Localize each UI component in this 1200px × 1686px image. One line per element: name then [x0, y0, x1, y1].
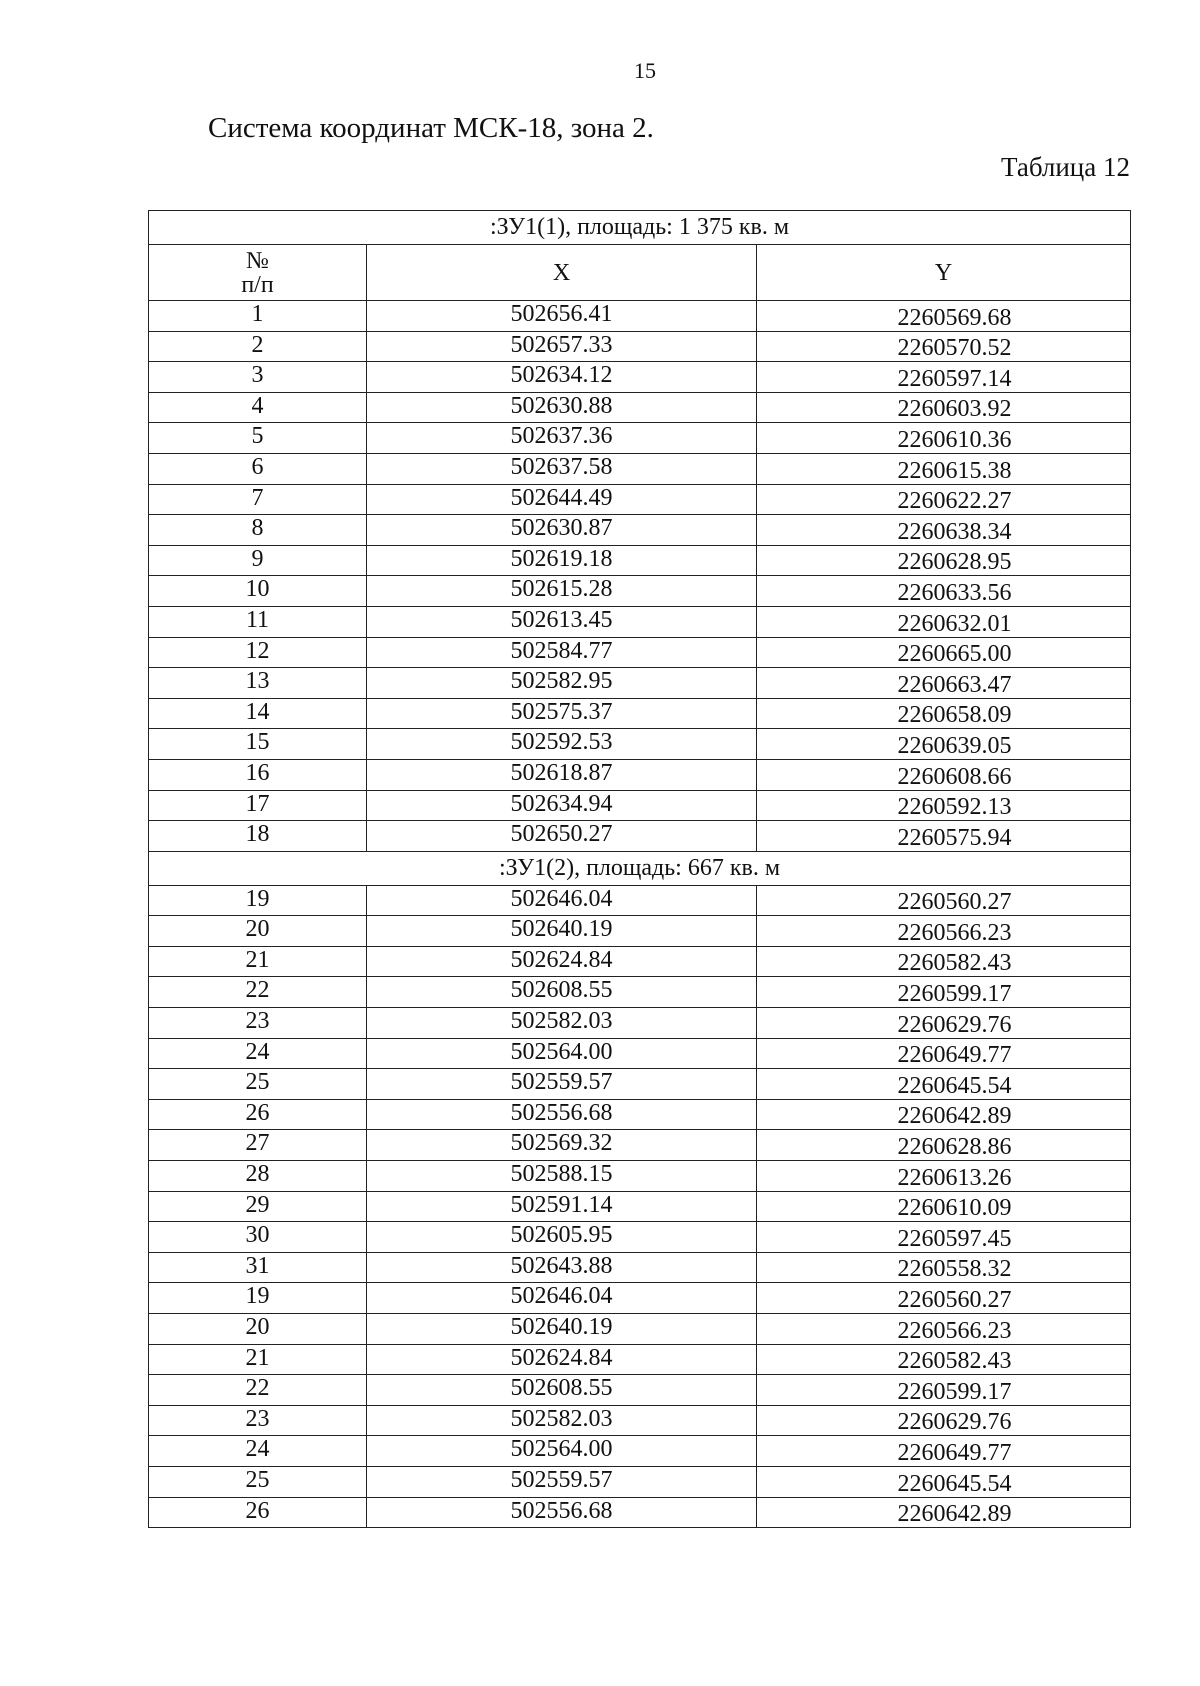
- x-coordinate-cell: 502640.19: [367, 1314, 757, 1345]
- column-header-x: X: [367, 245, 757, 301]
- y-coordinate-cell: 2260629.76: [757, 1405, 1131, 1436]
- point-number-cell: 28: [149, 1161, 367, 1192]
- table-row: [149, 331, 1131, 362]
- x-coordinate-cell: 502559.57: [367, 1466, 757, 1497]
- point-number-cell: 12: [149, 637, 367, 668]
- table-row: [149, 1466, 1131, 1497]
- table-row: [149, 453, 1131, 484]
- x-coordinate-cell: 502591.14: [367, 1191, 757, 1222]
- y-coordinate-cell: 2260642.89: [757, 1497, 1131, 1528]
- column-header-row: [149, 245, 1131, 301]
- x-coordinate-cell: 502624.84: [367, 946, 757, 977]
- x-coordinate-cell: 502556.68: [367, 1099, 757, 1130]
- point-number-cell: 23: [149, 1405, 367, 1436]
- y-coordinate-cell: 2260582.43: [757, 1344, 1131, 1375]
- table-row: [149, 301, 1131, 332]
- table-row: [149, 668, 1131, 699]
- x-coordinate-cell: 502637.58: [367, 453, 757, 484]
- point-number-cell: 5: [149, 423, 367, 454]
- y-coordinate-cell: 2260629.76: [757, 1008, 1131, 1039]
- x-coordinate-cell: 502582.03: [367, 1405, 757, 1436]
- section-header-row: [149, 851, 1131, 885]
- point-number-cell: 2: [149, 331, 367, 362]
- table-row: [149, 515, 1131, 546]
- point-number-cell: 22: [149, 1375, 367, 1406]
- table-row: [149, 1436, 1131, 1467]
- table-row: [149, 790, 1131, 821]
- point-number-cell: 16: [149, 759, 367, 790]
- table-row: [149, 1497, 1131, 1528]
- table-row: [149, 1375, 1131, 1406]
- table-row: [149, 1130, 1131, 1161]
- table-row: [149, 576, 1131, 607]
- table-row: [149, 423, 1131, 454]
- point-number-cell: 20: [149, 916, 367, 947]
- table-row: [149, 1161, 1131, 1192]
- point-number-cell: 31: [149, 1252, 367, 1283]
- point-number-cell: 10: [149, 576, 367, 607]
- x-coordinate-cell: 502608.55: [367, 977, 757, 1008]
- y-coordinate-cell: 2260649.77: [757, 1436, 1131, 1467]
- y-coordinate-cell: 2260610.36: [757, 423, 1131, 454]
- y-coordinate-cell: 2260658.09: [757, 698, 1131, 729]
- point-number-cell: 21: [149, 1344, 367, 1375]
- table-row: [149, 1314, 1131, 1345]
- x-coordinate-cell: 502615.28: [367, 576, 757, 607]
- y-coordinate-cell: 2260597.14: [757, 362, 1131, 393]
- x-coordinate-cell: 502575.37: [367, 698, 757, 729]
- point-number-cell: 19: [149, 885, 367, 916]
- point-number-cell: 29: [149, 1191, 367, 1222]
- y-coordinate-cell: 2260645.54: [757, 1466, 1131, 1497]
- x-coordinate-cell: 502657.33: [367, 331, 757, 362]
- y-coordinate-cell: 2260663.47: [757, 668, 1131, 699]
- point-number-cell: 27: [149, 1130, 367, 1161]
- y-coordinate-cell: 2260566.23: [757, 1314, 1131, 1345]
- section-header-row: [149, 211, 1131, 245]
- table-row: [149, 698, 1131, 729]
- y-coordinate-cell: 2260560.27: [757, 885, 1131, 916]
- point-number-cell: 14: [149, 698, 367, 729]
- x-coordinate-cell: 502613.45: [367, 606, 757, 637]
- coordinates-table-body: [149, 211, 1131, 1528]
- point-number-cell: 25: [149, 1466, 367, 1497]
- y-coordinate-cell: 2260560.27: [757, 1283, 1131, 1314]
- x-coordinate-cell: 502646.04: [367, 1283, 757, 1314]
- document-title: Система координат МСК-18, зона 2.: [208, 112, 654, 144]
- x-coordinate-cell: 502630.88: [367, 392, 757, 423]
- point-number-cell: 19: [149, 1283, 367, 1314]
- column-header-number: № п/п: [149, 245, 367, 301]
- table-row: [149, 1069, 1131, 1100]
- x-coordinate-cell: 502644.49: [367, 484, 757, 515]
- point-number-cell: 24: [149, 1436, 367, 1467]
- x-coordinate-cell: 502564.00: [367, 1436, 757, 1467]
- point-number-cell: 17: [149, 790, 367, 821]
- x-coordinate-cell: 502618.87: [367, 759, 757, 790]
- table-row: [149, 1038, 1131, 1069]
- coordinates-table: [148, 210, 1131, 1528]
- x-coordinate-cell: 502630.87: [367, 515, 757, 546]
- y-coordinate-cell: 2260592.13: [757, 790, 1131, 821]
- table-row: [149, 729, 1131, 760]
- y-coordinate-cell: 2260608.66: [757, 759, 1131, 790]
- table-caption: Таблица 12: [1001, 152, 1130, 182]
- table-row: [149, 1222, 1131, 1253]
- table-row: [149, 1252, 1131, 1283]
- x-coordinate-cell: 502582.03: [367, 1008, 757, 1039]
- table-row: [149, 484, 1131, 515]
- x-coordinate-cell: 502582.95: [367, 668, 757, 699]
- point-number-cell: 9: [149, 545, 367, 576]
- table-row: [149, 946, 1131, 977]
- table-row: [149, 637, 1131, 668]
- y-coordinate-cell: 2260597.45: [757, 1222, 1131, 1253]
- point-number-cell: 24: [149, 1038, 367, 1069]
- table-row: [149, 759, 1131, 790]
- x-coordinate-cell: 502559.57: [367, 1069, 757, 1100]
- x-coordinate-cell: 502564.00: [367, 1038, 757, 1069]
- x-coordinate-cell: 502646.04: [367, 885, 757, 916]
- y-coordinate-cell: 2260569.68: [757, 301, 1131, 332]
- table-row: [149, 885, 1131, 916]
- y-coordinate-cell: 2260638.34: [757, 515, 1131, 546]
- x-coordinate-cell: 502619.18: [367, 545, 757, 576]
- x-coordinate-cell: 502608.55: [367, 1375, 757, 1406]
- y-coordinate-cell: 2260570.52: [757, 331, 1131, 362]
- point-number-cell: 15: [149, 729, 367, 760]
- y-coordinate-cell: 2260615.38: [757, 453, 1131, 484]
- y-coordinate-cell: 2260642.89: [757, 1099, 1131, 1130]
- x-coordinate-cell: 502640.19: [367, 916, 757, 947]
- point-number-cell: 22: [149, 977, 367, 1008]
- y-coordinate-cell: 2260582.43: [757, 946, 1131, 977]
- page-number: 15: [634, 58, 656, 83]
- x-coordinate-cell: 502556.68: [367, 1497, 757, 1528]
- x-coordinate-cell: 502569.32: [367, 1130, 757, 1161]
- table-row: [149, 1405, 1131, 1436]
- point-number-cell: 26: [149, 1099, 367, 1130]
- y-coordinate-cell: 2260639.05: [757, 729, 1131, 760]
- table-row: [149, 362, 1131, 393]
- point-number-cell: 23: [149, 1008, 367, 1039]
- point-number-cell: 13: [149, 668, 367, 699]
- point-number-cell: 6: [149, 453, 367, 484]
- y-coordinate-cell: 2260649.77: [757, 1038, 1131, 1069]
- x-coordinate-cell: 502634.94: [367, 790, 757, 821]
- x-coordinate-cell: 502650.27: [367, 821, 757, 852]
- y-coordinate-cell: 2260603.92: [757, 392, 1131, 423]
- point-number-cell: 25: [149, 1069, 367, 1100]
- y-coordinate-cell: 2260665.00: [757, 637, 1131, 668]
- x-coordinate-cell: 502634.12: [367, 362, 757, 393]
- y-coordinate-cell: 2260566.23: [757, 916, 1131, 947]
- x-coordinate-cell: 502592.53: [367, 729, 757, 760]
- section-label: :ЗУ1(2), площадь: 667 кв. м: [149, 851, 1131, 885]
- table-row: [149, 1099, 1131, 1130]
- y-coordinate-cell: 2260558.32: [757, 1252, 1131, 1283]
- table-row: [149, 821, 1131, 852]
- y-coordinate-cell: 2260645.54: [757, 1069, 1131, 1100]
- y-coordinate-cell: 2260632.01: [757, 606, 1131, 637]
- point-number-cell: 26: [149, 1497, 367, 1528]
- table-row: [149, 916, 1131, 947]
- y-coordinate-cell: 2260628.95: [757, 545, 1131, 576]
- y-coordinate-cell: 2260628.86: [757, 1130, 1131, 1161]
- table-row: [149, 977, 1131, 1008]
- point-number-cell: 21: [149, 946, 367, 977]
- table-row: [149, 392, 1131, 423]
- point-number-cell: 7: [149, 484, 367, 515]
- point-number-cell: 20: [149, 1314, 367, 1345]
- column-header-y: Y: [757, 245, 1131, 301]
- point-number-cell: 1: [149, 301, 367, 332]
- y-coordinate-cell: 2260599.17: [757, 977, 1131, 1008]
- table-row: [149, 1283, 1131, 1314]
- table-row: [149, 1344, 1131, 1375]
- table-row: [149, 1008, 1131, 1039]
- table-row: [149, 1191, 1131, 1222]
- section-label: :ЗУ1(1), площадь: 1 375 кв. м: [149, 211, 1131, 245]
- point-number-cell: 30: [149, 1222, 367, 1253]
- y-coordinate-cell: 2260613.26: [757, 1161, 1131, 1192]
- point-number-cell: 4: [149, 392, 367, 423]
- x-coordinate-cell: 502637.36: [367, 423, 757, 454]
- point-number-cell: 11: [149, 606, 367, 637]
- y-coordinate-cell: 2260575.94: [757, 821, 1131, 852]
- y-coordinate-cell: 2260610.09: [757, 1191, 1131, 1222]
- x-coordinate-cell: 502584.77: [367, 637, 757, 668]
- table-row: [149, 606, 1131, 637]
- x-coordinate-cell: 502624.84: [367, 1344, 757, 1375]
- point-number-cell: 8: [149, 515, 367, 546]
- y-coordinate-cell: 2260622.27: [757, 484, 1131, 515]
- point-number-cell: 18: [149, 821, 367, 852]
- x-coordinate-cell: 502588.15: [367, 1161, 757, 1192]
- table-row: [149, 545, 1131, 576]
- point-number-cell: 3: [149, 362, 367, 393]
- x-coordinate-cell: 502656.41: [367, 301, 757, 332]
- x-coordinate-cell: 502643.88: [367, 1252, 757, 1283]
- x-coordinate-cell: 502605.95: [367, 1222, 757, 1253]
- y-coordinate-cell: 2260599.17: [757, 1375, 1131, 1406]
- y-coordinate-cell: 2260633.56: [757, 576, 1131, 607]
